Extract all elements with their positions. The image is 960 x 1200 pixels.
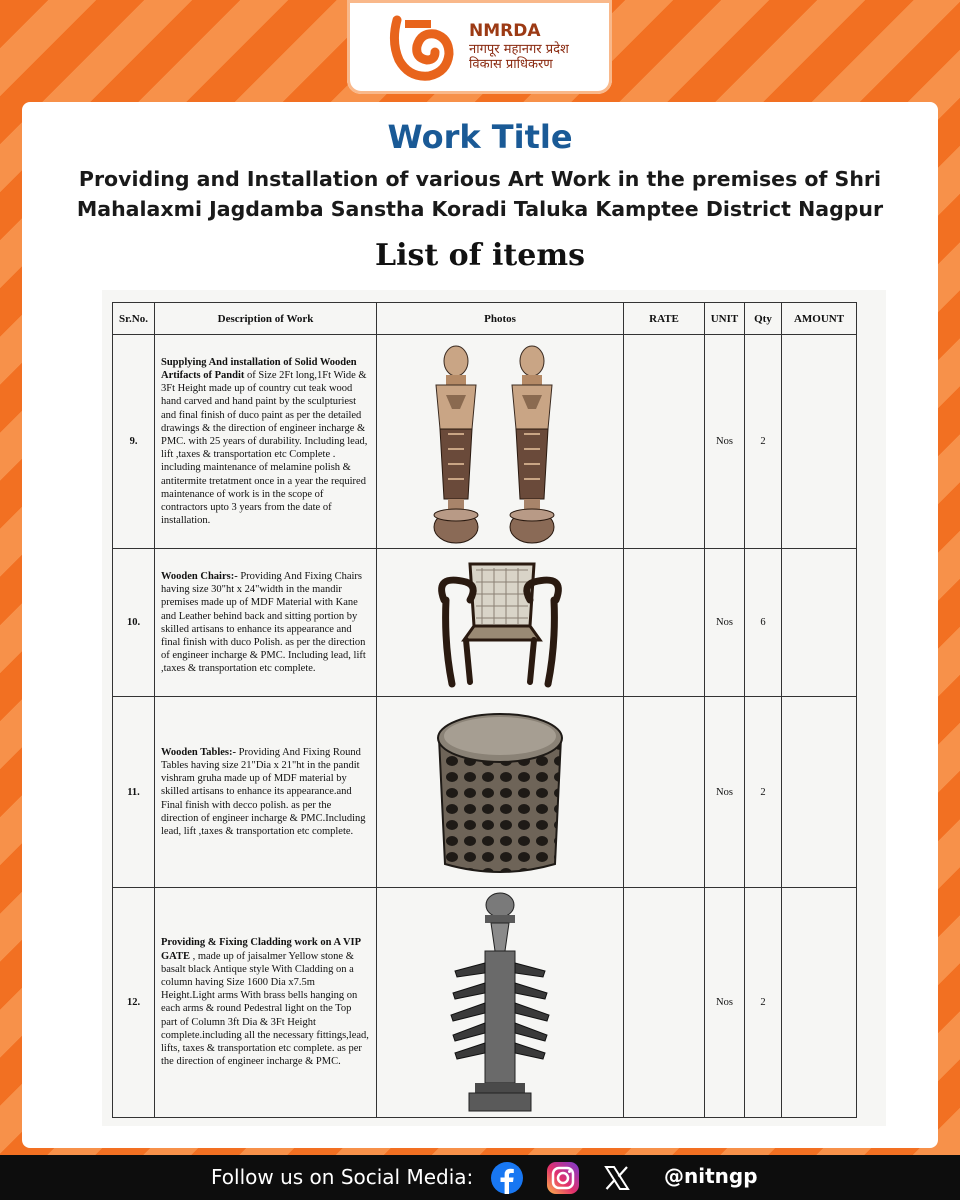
row-item-text: Providing And Fixing Chairs having size 30"ht x 24"width in the mandir premises made up of MDF Material with Kane and Leather behind back and sitting portion by skilled artisans to enhance its appearance and final finish with duco Polish. as per the direction of engineer incharge & PMC. Including lead, lift ,taxes & transportation etc complete. [161, 571, 366, 675]
main-card [22, 102, 938, 1148]
col-header-srno: Sr.No. [113, 303, 155, 335]
row-photo [377, 697, 624, 887]
row-item-title: Wooden Tables:- [161, 746, 236, 758]
items-table [112, 302, 857, 1118]
footer-bar [0, 1155, 960, 1200]
row-item-title: Providing & Fixing Cladding work on A VIP GATE [161, 937, 361, 962]
list-title: List of items [374, 238, 585, 273]
row-amount [782, 335, 857, 549]
row-description [155, 335, 377, 549]
row-srno: 10. [113, 549, 155, 697]
col-header-description: Description of Work [155, 303, 377, 335]
row-photo [377, 887, 624, 1117]
col-header-amount: AMOUNT [782, 303, 857, 335]
row-rate [624, 887, 705, 1117]
table-row [113, 335, 857, 549]
row-srno: 9. [113, 335, 155, 549]
row-unit: Nos [705, 887, 745, 1117]
x-icon[interactable] [600, 1161, 634, 1195]
round-table-image [425, 704, 575, 880]
col-header-qty: Qty [745, 303, 782, 335]
row-qty: 2 [745, 335, 782, 549]
scanned-document [102, 290, 886, 1126]
row-item-title: Wooden Chairs:- [161, 571, 238, 583]
row-item-title: Supplying And installation of Solid Wooden Artifacts of Pandit [161, 356, 357, 382]
facebook-icon[interactable] [490, 1161, 524, 1195]
row-description [155, 697, 377, 887]
row-photo [377, 549, 624, 697]
table-row [113, 549, 857, 697]
work-description: Providing and Installation of various Art Work in the premises of Shri Mahalaxmi Jagdamba Sanstha Koradi Taluka Kamptee District Nagpur [76, 167, 884, 221]
follow-text: Follow us on Social Media: [211, 1165, 474, 1189]
col-header-unit: UNIT [705, 303, 745, 335]
row-item-text: , made up of jaisalmer Yellow stone & basalt black Antique style With Cladding on a column having Size 1600 Dia x7.5m Height.Light arms With brass bells hanging on each arms & round Pedestral light on the Top part of Column 3ft Dia & 3Ft Height complete.including all the necessary fittings,lead, lifts, taxes & transportation etc complete. as per the direction of engineer incharge & PMC. [161, 950, 369, 1068]
row-item-text: of Size 2Ft long,1Ft Wide & 3Ft Height made up of country cut teak wood hand carved and hand paint by the sculpturiest and final finish of duco paint as per the detailed drawings & the direction of engineer incharge & PMC. with 25 years of durability. Including lead, lift ,taxes & transportation etc Complete . including maintenance of melamine polish & antitermite tretatment once in a year the required maintenance of work is in the scope of contractors upto 3 years from the date of installation. [161, 370, 368, 527]
brand-line-2: विकास प्राधिकरण [469, 57, 553, 73]
brand-name: NMRDA [469, 21, 541, 42]
row-amount [782, 887, 857, 1117]
col-header-rate: RATE [624, 303, 705, 335]
row-unit: Nos [705, 335, 745, 549]
row-srno: 12. [113, 887, 155, 1117]
work-title: Work Title [387, 118, 573, 156]
table-header-row [113, 303, 857, 335]
row-unit: Nos [705, 549, 745, 697]
row-photo [377, 335, 624, 549]
row-unit: Nos [705, 697, 745, 887]
brand-logo [347, 0, 612, 94]
col-header-photos: Photos [377, 303, 624, 335]
row-qty: 2 [745, 697, 782, 887]
wooden-chair-image [430, 554, 570, 692]
row-item-text: Providing And Fixing Round Tables having size 21"Dia x 21"ht in the pandit vishram gruha made up of MDF material by skilled artisans to enhance its appearance.and Final finish with decco polish. as per the direction of engineer incharge & PMC.Including lead, lift ,taxes & transportation etc complete. [161, 746, 366, 838]
table-row [113, 887, 857, 1117]
stone-column-image [445, 891, 555, 1113]
row-rate [624, 697, 705, 887]
table-row [113, 697, 857, 887]
instagram-icon[interactable] [546, 1161, 580, 1195]
row-amount [782, 697, 857, 887]
nmrda-logo-icon [387, 12, 457, 82]
social-handle[interactable]: @nitngp [664, 1164, 758, 1188]
row-amount [782, 549, 857, 697]
row-srno: 11. [113, 697, 155, 887]
row-description [155, 549, 377, 697]
row-rate [624, 549, 705, 697]
row-rate [624, 335, 705, 549]
pandit-statues-image [420, 339, 580, 545]
row-description [155, 887, 377, 1117]
row-qty: 6 [745, 549, 782, 697]
brand-line-1: नागपूर महानगर प्रदेश [469, 41, 569, 57]
row-qty: 2 [745, 887, 782, 1117]
